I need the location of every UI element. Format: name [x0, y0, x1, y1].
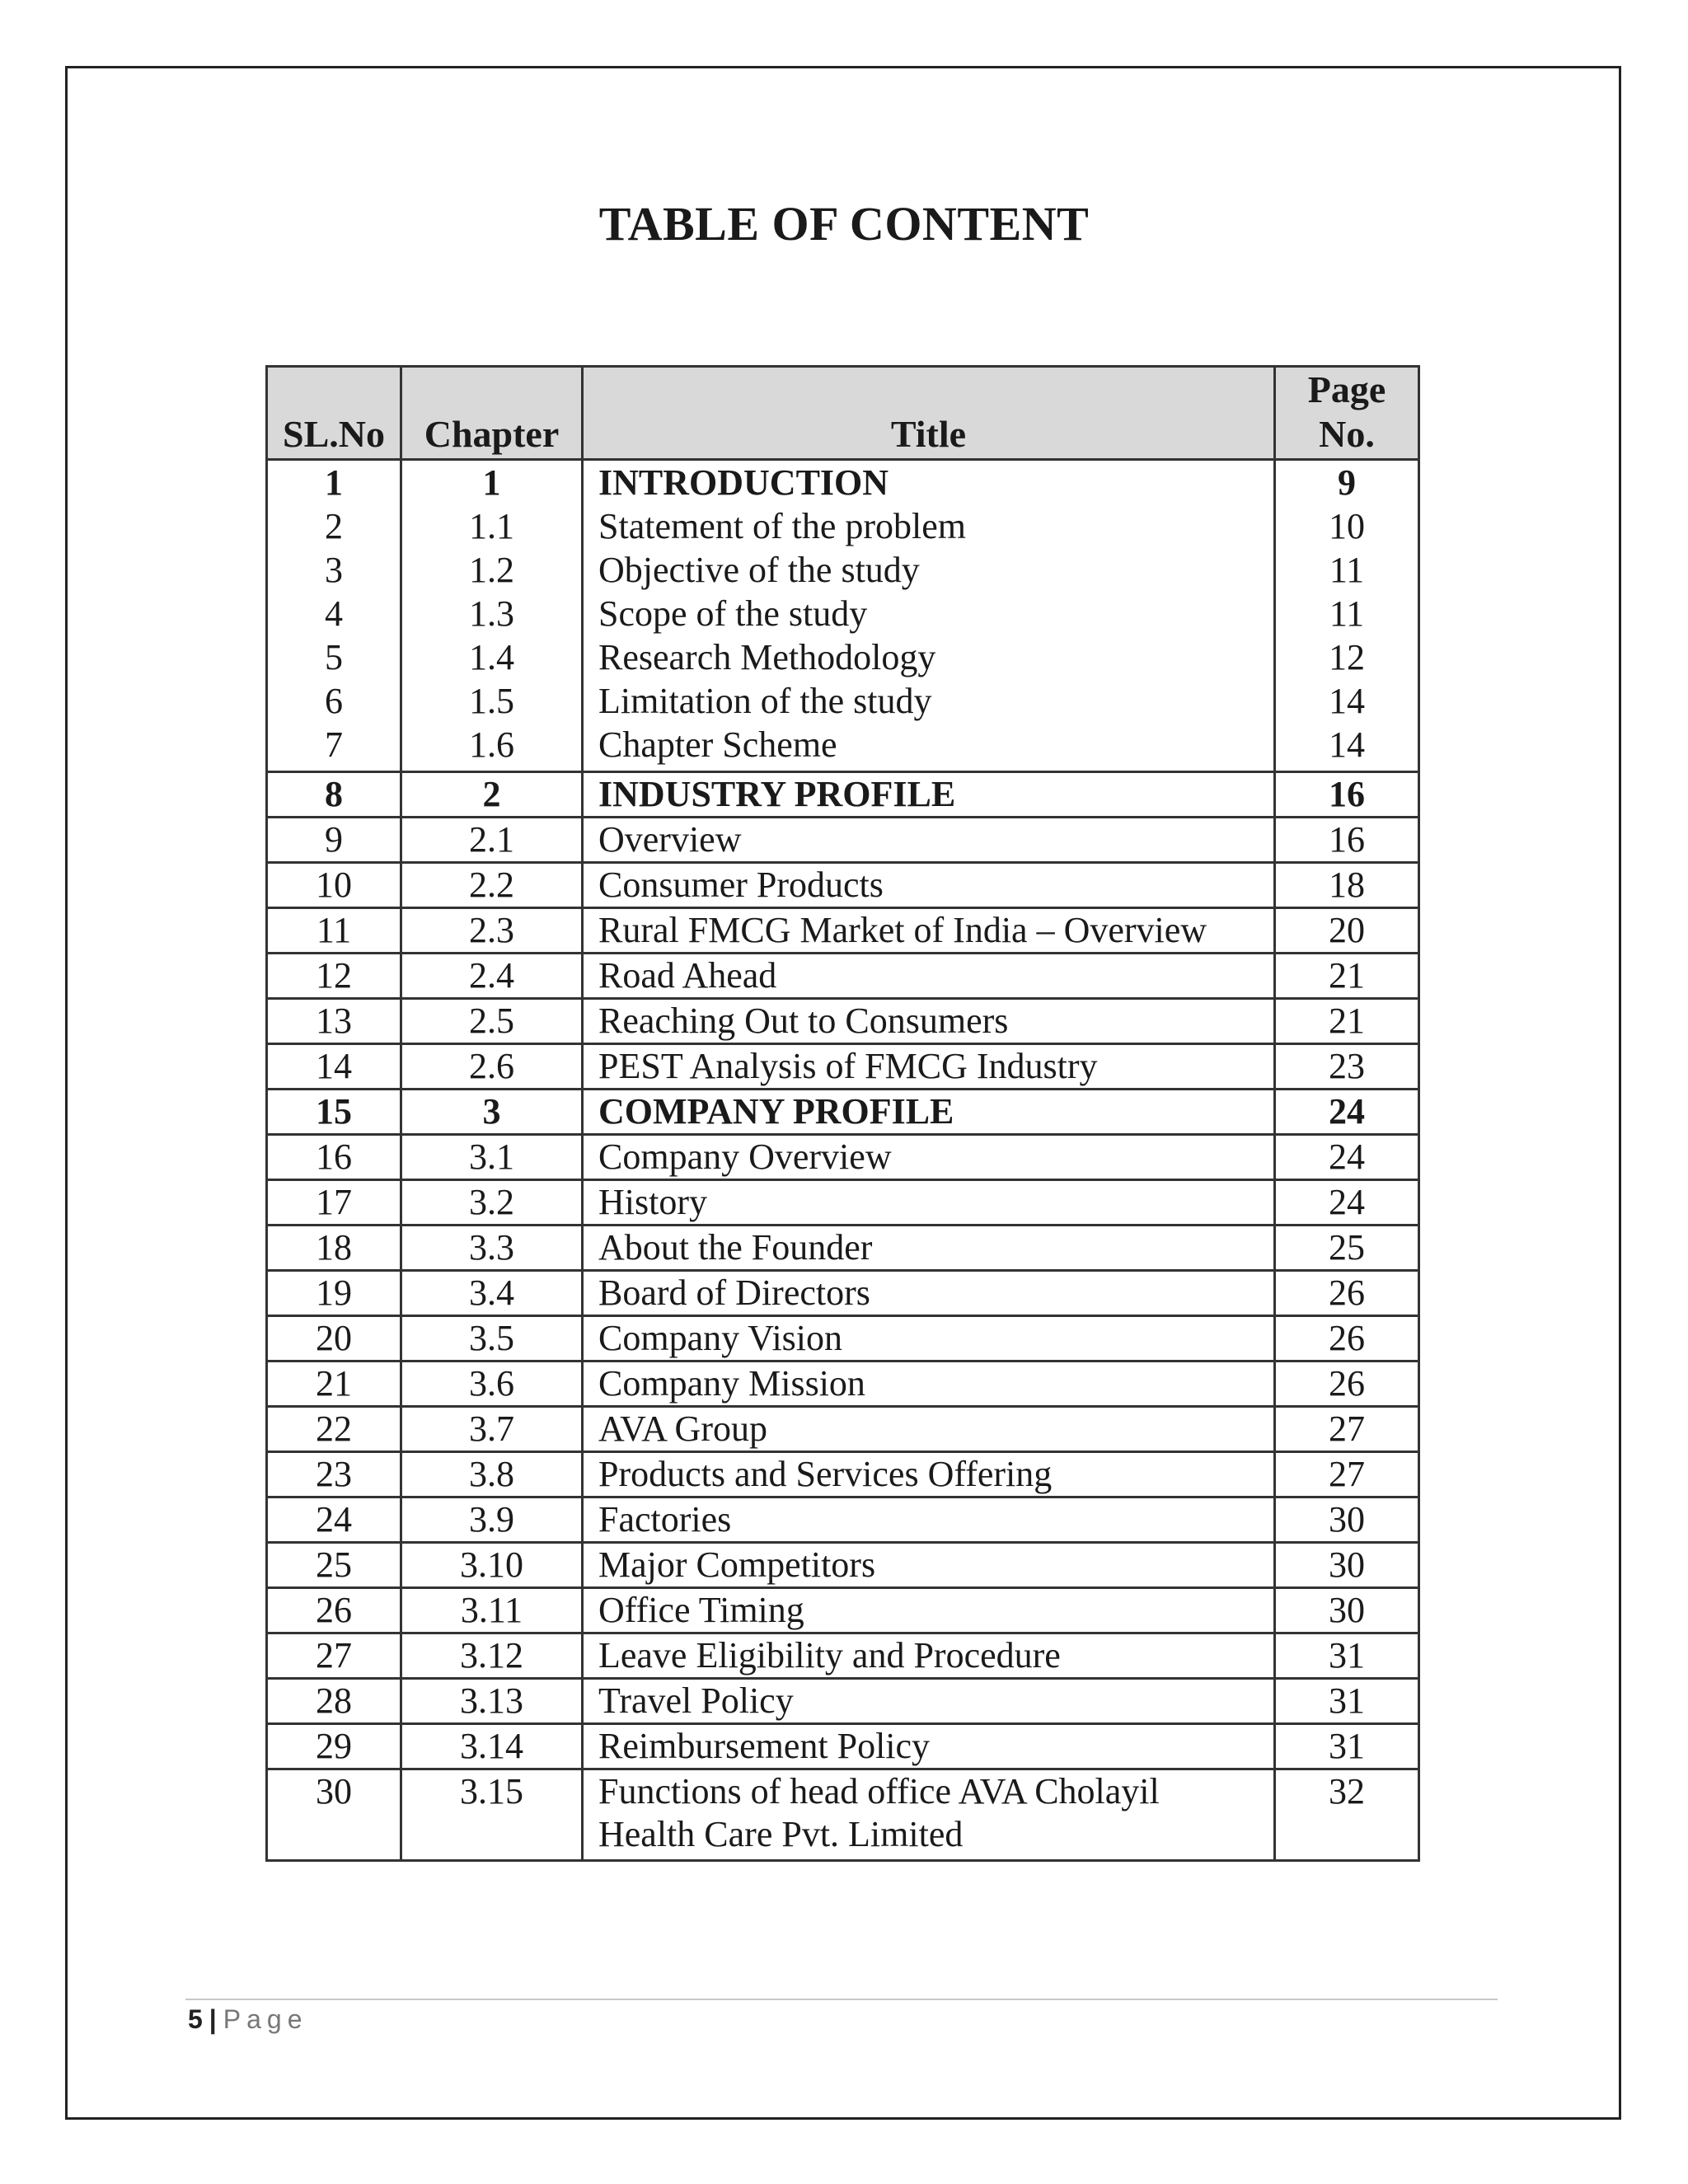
cell-page: 16: [1275, 818, 1419, 863]
cell-sl-no: 14: [267, 1044, 401, 1090]
cell-title: Road Ahead: [583, 954, 1275, 999]
cell-title-line2: Health Care Pvt. Limited: [598, 1814, 964, 1854]
table-body: [267, 460, 1419, 1861]
cell-page: 26: [1275, 1271, 1419, 1316]
table-row: [267, 1407, 1419, 1452]
cell-page: 21: [1275, 999, 1419, 1044]
table-row: [267, 548, 1419, 592]
page-footer: [188, 2004, 307, 2035]
header-page-line1: Page: [1307, 368, 1386, 410]
cell-title: Scope of the study: [583, 592, 1275, 635]
footer-separator: |: [209, 2004, 217, 2034]
cell-page: 25: [1275, 1226, 1419, 1271]
cell-chapter: 1.3: [401, 592, 583, 635]
table-row: [267, 504, 1419, 548]
table-header-row: [267, 367, 1419, 460]
cell-title: [583, 1769, 1275, 1861]
cell-sl-no: 4: [267, 592, 401, 635]
cell-chapter: 1.2: [401, 548, 583, 592]
cell-title: Company Mission: [583, 1361, 1275, 1407]
table-row: [267, 999, 1419, 1044]
cell-page: 11: [1275, 548, 1419, 592]
cell-chapter: 3.3: [401, 1226, 583, 1271]
cell-page: 32: [1275, 1769, 1419, 1861]
cell-page: 10: [1275, 504, 1419, 548]
cell-title: Office Timing: [583, 1588, 1275, 1633]
cell-chapter: 3.2: [401, 1180, 583, 1226]
cell-sl-no: 26: [267, 1588, 401, 1633]
cell-title: COMPANY PROFILE: [583, 1090, 1275, 1135]
cell-sl-no: 11: [267, 908, 401, 954]
table-row: [267, 1679, 1419, 1724]
cell-page: 30: [1275, 1588, 1419, 1633]
cell-page: 26: [1275, 1361, 1419, 1407]
cell-title: Reimbursement Policy: [583, 1724, 1275, 1769]
cell-title: Chapter Scheme: [583, 723, 1275, 772]
table-row: [267, 1180, 1419, 1226]
cell-chapter: 1.6: [401, 723, 583, 772]
cell-chapter: 3.6: [401, 1361, 583, 1407]
cell-chapter: 3.7: [401, 1407, 583, 1452]
table-row: [267, 592, 1419, 635]
table-row: [267, 1497, 1419, 1543]
cell-sl-no: 1: [267, 460, 401, 505]
cell-title: Rural FMCG Market of India – Overview: [583, 908, 1275, 954]
table-row: [267, 1316, 1419, 1361]
cell-title: Factories: [583, 1497, 1275, 1543]
cell-page: 18: [1275, 863, 1419, 908]
table-row: [267, 772, 1419, 818]
cell-chapter: 1.5: [401, 679, 583, 723]
cell-chapter: 2: [401, 772, 583, 818]
table-row: [267, 863, 1419, 908]
table-row: [267, 1090, 1419, 1135]
cell-page: 31: [1275, 1633, 1419, 1679]
footer-page-label: Page: [223, 2004, 308, 2034]
cell-sl-no: 17: [267, 1180, 401, 1226]
cell-sl-no: 19: [267, 1271, 401, 1316]
cell-chapter: 2.3: [401, 908, 583, 954]
header-page-line2: No.: [1319, 413, 1375, 455]
header-page-no: [1275, 367, 1419, 460]
cell-page: 12: [1275, 635, 1419, 679]
cell-title: PEST Analysis of FMCG Industry: [583, 1044, 1275, 1090]
cell-sl-no: 23: [267, 1452, 401, 1497]
table-row: [267, 1361, 1419, 1407]
cell-chapter: 3.15: [401, 1769, 583, 1861]
table-row: [267, 1452, 1419, 1497]
cell-page: 14: [1275, 679, 1419, 723]
cell-sl-no: 2: [267, 504, 401, 548]
table-row: [267, 1724, 1419, 1769]
header-sl-no: SL.No: [267, 367, 401, 460]
cell-page: 9: [1275, 460, 1419, 505]
cell-sl-no: 10: [267, 863, 401, 908]
table-row: [267, 635, 1419, 679]
header-title: Title: [583, 367, 1275, 460]
table-row: [267, 1543, 1419, 1588]
table-row: [267, 908, 1419, 954]
cell-sl-no: 22: [267, 1407, 401, 1452]
page-title: TABLE OF CONTENT: [598, 197, 1090, 251]
table-row: [267, 679, 1419, 723]
cell-chapter: 3.8: [401, 1452, 583, 1497]
cell-chapter: 3.11: [401, 1588, 583, 1633]
cell-sl-no: 5: [267, 635, 401, 679]
cell-chapter: 3.13: [401, 1679, 583, 1724]
cell-title: Board of Directors: [583, 1271, 1275, 1316]
table-row: [267, 1135, 1419, 1180]
cell-page: 23: [1275, 1044, 1419, 1090]
cell-sl-no: 8: [267, 772, 401, 818]
cell-chapter: 2.5: [401, 999, 583, 1044]
cell-chapter: 1.4: [401, 635, 583, 679]
cell-chapter: 3.4: [401, 1271, 583, 1316]
cell-chapter: 3.10: [401, 1543, 583, 1588]
cell-chapter: 3: [401, 1090, 583, 1135]
cell-page: 21: [1275, 954, 1419, 999]
cell-page: 30: [1275, 1497, 1419, 1543]
cell-sl-no: 24: [267, 1497, 401, 1543]
cell-sl-no: 12: [267, 954, 401, 999]
table-row: [267, 460, 1419, 505]
cell-chapter: 2.6: [401, 1044, 583, 1090]
cell-chapter: 1: [401, 460, 583, 505]
cell-sl-no: 27: [267, 1633, 401, 1679]
cell-sl-no: 7: [267, 723, 401, 772]
table-row: [267, 1044, 1419, 1090]
cell-sl-no: 15: [267, 1090, 401, 1135]
footer-divider: [185, 1999, 1498, 2000]
cell-sl-no: 30: [267, 1769, 401, 1861]
cell-title: Research Methodology: [583, 635, 1275, 679]
cell-page: 26: [1275, 1316, 1419, 1361]
cell-page: 16: [1275, 772, 1419, 818]
cell-sl-no: 25: [267, 1543, 401, 1588]
cell-title: Objective of the study: [583, 548, 1275, 592]
cell-sl-no: 6: [267, 679, 401, 723]
cell-title-line1: Functions of head office AVA Cholayil: [598, 1771, 1160, 1811]
header-chapter: Chapter: [401, 367, 583, 460]
table-row: [267, 1226, 1419, 1271]
cell-title: Travel Policy: [583, 1679, 1275, 1724]
cell-title: INDUSTRY PROFILE: [583, 772, 1275, 818]
cell-sl-no: 29: [267, 1724, 401, 1769]
cell-title: Overview: [583, 818, 1275, 863]
footer-page-number: 5: [188, 2004, 203, 2034]
cell-page: 31: [1275, 1724, 1419, 1769]
cell-page: 24: [1275, 1090, 1419, 1135]
table-row: [267, 1271, 1419, 1316]
cell-page: 24: [1275, 1180, 1419, 1226]
cell-chapter: 2.1: [401, 818, 583, 863]
cell-page: 27: [1275, 1452, 1419, 1497]
cell-page: 20: [1275, 908, 1419, 954]
table-row: [267, 1633, 1419, 1679]
cell-title: Limitation of the study: [583, 679, 1275, 723]
table-row: [267, 954, 1419, 999]
cell-page: 11: [1275, 592, 1419, 635]
cell-title: Consumer Products: [583, 863, 1275, 908]
cell-page: 24: [1275, 1135, 1419, 1180]
cell-title: AVA Group: [583, 1407, 1275, 1452]
cell-sl-no: 13: [267, 999, 401, 1044]
cell-sl-no: 3: [267, 548, 401, 592]
cell-page: 27: [1275, 1407, 1419, 1452]
cell-title: Leave Eligibility and Procedure: [583, 1633, 1275, 1679]
table-row: [267, 1588, 1419, 1633]
cell-chapter: 1.1: [401, 504, 583, 548]
table-row: [267, 818, 1419, 863]
cell-chapter: 2.4: [401, 954, 583, 999]
cell-title: Statement of the problem: [583, 504, 1275, 548]
cell-title: Company Overview: [583, 1135, 1275, 1180]
cell-sl-no: 9: [267, 818, 401, 863]
cell-sl-no: 20: [267, 1316, 401, 1361]
cell-title: Products and Services Offering: [583, 1452, 1275, 1497]
cell-sl-no: 18: [267, 1226, 401, 1271]
cell-chapter: 3.9: [401, 1497, 583, 1543]
cell-chapter: 3.12: [401, 1633, 583, 1679]
cell-sl-no: 16: [267, 1135, 401, 1180]
table-row: [267, 723, 1419, 772]
cell-title: Major Competitors: [583, 1543, 1275, 1588]
cell-chapter: 3.1: [401, 1135, 583, 1180]
cell-title: History: [583, 1180, 1275, 1226]
cell-title: Reaching Out to Consumers: [583, 999, 1275, 1044]
cell-title: About the Founder: [583, 1226, 1275, 1271]
cell-sl-no: 21: [267, 1361, 401, 1407]
cell-chapter: 3.14: [401, 1724, 583, 1769]
cell-page: 31: [1275, 1679, 1419, 1724]
cell-sl-no: 28: [267, 1679, 401, 1724]
cell-chapter: 2.2: [401, 863, 583, 908]
table-row: [267, 1769, 1419, 1861]
cell-chapter: 3.5: [401, 1316, 583, 1361]
table-of-contents: [265, 365, 1420, 1862]
cell-title: INTRODUCTION: [583, 460, 1275, 505]
cell-title: Company Vision: [583, 1316, 1275, 1361]
cell-page: 14: [1275, 723, 1419, 772]
cell-page: 30: [1275, 1543, 1419, 1588]
